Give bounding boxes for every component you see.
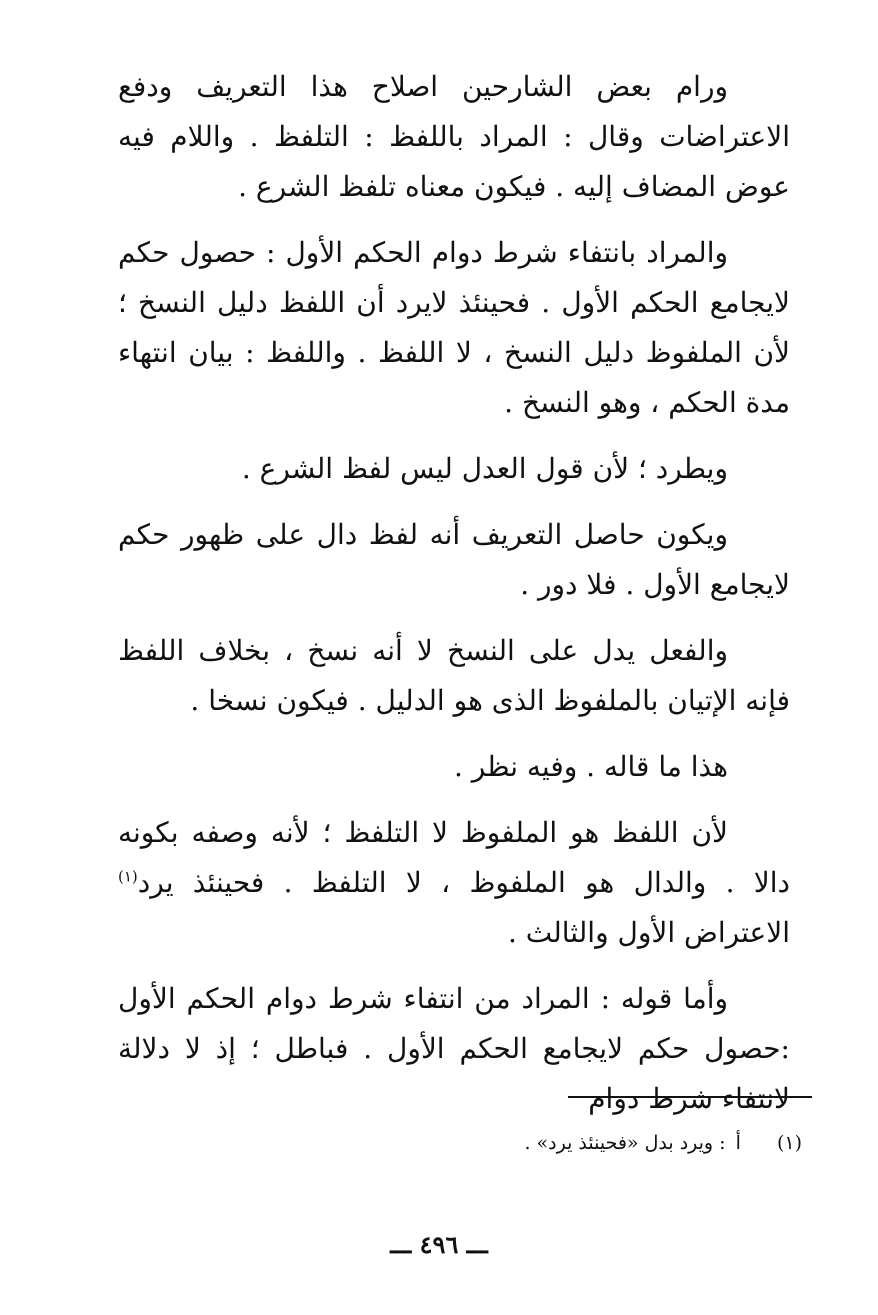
paragraph-2: والمراد بانتفاء شرط دوام الحكم الأول : حصول حكم لايجامع الحكم الأول . فحينئذ لايرد أن اللفظ دليل النسخ ؛ لأن الملفوظ دليل النسخ ، لا اللفظ . واللفظ : بيان انتهاء مدة الحكم ، وهو النسخ . (118, 236, 790, 419)
paragraph-6: هذا ما قاله . وفيه نظر . (453, 750, 728, 783)
footnote-number: (١) (776, 1132, 802, 1154)
main-text (118, 62, 790, 1140)
paragraph-7 (118, 808, 790, 958)
page-number: ـــ ٤٩٦ ـــ (390, 1230, 488, 1259)
paragraph-8: وأما قوله : المراد من انتفاء شرط دوام الحكم الأول :حصول حكم لايجامع الحكم الأول . فباطل ؛ إذ لا دلالة لانتفاء شرط دوام (118, 982, 790, 1115)
footnote-reference-1: (١) (118, 867, 138, 886)
paragraph-4: ويكون حاصل التعريف أنه لفظ دال على ظهور حكم لايجامع الأول . فلا دور . (118, 518, 790, 601)
paragraph-1: ورام بعض الشارحين اصلاح هذا التعريف ودفع الاعتراضات وقال : المراد باللفظ : التلفظ . واللام فيه عوض المضاف إليه . فيكون معناه تلفظ الشرع . (118, 70, 790, 203)
paragraph-7-text-after: الاعتراض الأول والثالث . (507, 916, 790, 949)
paragraph-3: ويطرد ؛ لأن قول العدل ليس لفظ الشرع . (241, 452, 728, 485)
footnote-divider (568, 1096, 812, 1098)
footnote-text: : ويرد بدل «فحينئذ يرد» . (524, 1132, 726, 1154)
paragraph-7-text-before: لأن اللفظ هو الملفوظ لا التلفظ ؛ لأنه وصفه بكونه دالا . والدال هو الملفوظ ، لا التلفظ . فحينئذ يرد (118, 816, 791, 899)
paragraph-5: والفعل يدل على النسخ لا أنه نسخ ، بخلاف اللفظ فإنه الإتيان بالملفوظ الذى هو الدليل . فيكون نسخا . (118, 634, 790, 717)
footnote-source-label: أ (735, 1132, 741, 1154)
footnote-1 (380, 1128, 802, 1158)
